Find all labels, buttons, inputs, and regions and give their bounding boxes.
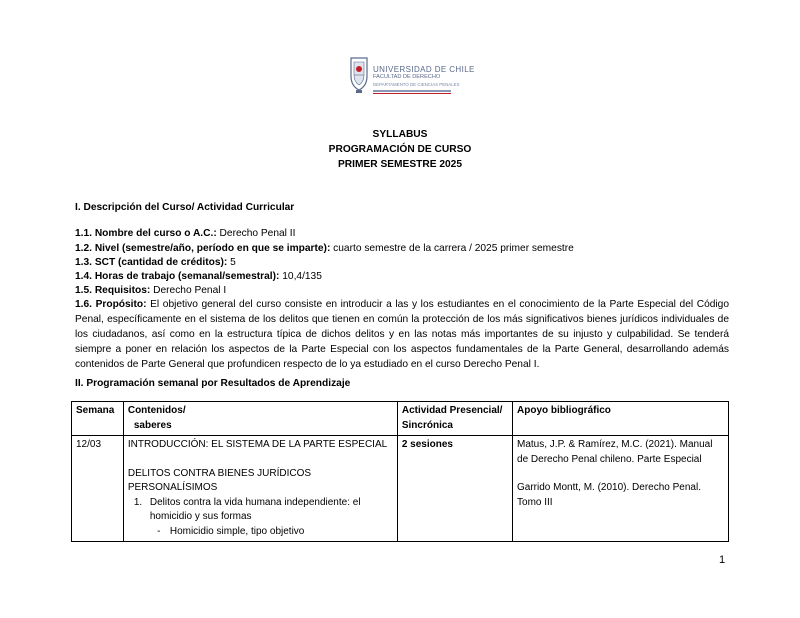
university-crest-icon	[349, 56, 369, 94]
table-header-row	[72, 402, 729, 436]
course-credits-label: 1.3. SCT (cantidad de créditos):	[75, 257, 228, 268]
course-credits-line	[75, 257, 236, 268]
logo-university-name: UNIVERSIDAD DE CHILE	[373, 65, 475, 74]
course-credits-value: 5	[227, 257, 236, 268]
course-name-line	[75, 228, 295, 239]
row-bibliography	[513, 436, 729, 542]
course-requirements-value: Derecho Penal I	[150, 285, 227, 296]
university-logo	[349, 56, 475, 98]
course-level-label: 1.2. Nivel (semestre/año, período en que se imparte):	[75, 243, 331, 254]
content-item-line-b: homicidio y sus formas	[149, 511, 252, 522]
biblio-2-line-a: Garrido Montt, M. (2010). Derecho Penal.	[517, 482, 701, 493]
course-hours-line	[75, 271, 322, 282]
row-content	[123, 436, 397, 542]
course-requirements-label: 1.5. Requisitos:	[75, 285, 151, 296]
course-name-value: Derecho Penal II	[216, 228, 296, 239]
content-item-number: 1.	[133, 496, 143, 508]
content-topic: DELITOS CONTRA BIENES JURÍDICOS PERSONALÍSIMOS	[127, 467, 312, 493]
biblio-1-line-a: Matus, J.P. & Ramírez, M.C. (2021). Manual	[517, 439, 713, 450]
course-requirements-line	[75, 285, 226, 296]
content-intro: INTRODUCCIÓN: EL SISTEMA DE LA PARTE ESPECIAL	[127, 439, 388, 450]
table-row	[72, 436, 729, 542]
section-1-title: I. Descripción del Curso/ Actividad Curricular	[75, 202, 295, 213]
logo-divider-red	[373, 93, 451, 95]
biblio-2-line-b: Tomo III	[517, 496, 553, 508]
logo-department-name: DEPARTAMENTO DE CIENCIAS PENALES	[373, 82, 460, 87]
page-number: 1	[719, 554, 726, 566]
content-subitem-text: Homicidio simple, tipo objetivo	[169, 525, 305, 537]
content-subitem-bullet: -	[157, 525, 161, 537]
document-title: SYLLABUS	[372, 129, 428, 140]
course-hours-label: 1.4. Horas de trabajo (semanal/semestral):	[75, 271, 280, 282]
content-item	[128, 496, 393, 525]
row-activity: 2 sesiones	[397, 436, 512, 542]
course-level-line	[75, 243, 574, 254]
weekly-program-table	[71, 401, 729, 542]
header-week: Semana	[72, 402, 124, 436]
header-content: Contenidos/ saberes	[123, 402, 397, 436]
biblio-1-line-b: de Derecho Penal chileno. Parte Especial	[517, 453, 702, 465]
header-activity: Actividad Presencial/ Sincrónica	[397, 402, 512, 436]
logo-faculty-name: FACULTAD DE DERECHO	[373, 73, 441, 80]
content-item-line-a: Delitos contra la vida humana independiente: el	[149, 496, 361, 508]
row-week: 12/03	[72, 436, 124, 542]
header-bibliography: Apoyo bibliográfico	[513, 402, 729, 436]
course-hours-value: 10,4/135	[279, 271, 322, 282]
course-name-label: 1.1. Nombre del curso o A.C.:	[75, 228, 217, 239]
logo-divider	[373, 90, 451, 92]
document-subtitle: PROGRAMACIÓN DE CURSO	[328, 144, 472, 155]
course-purpose	[75, 297, 729, 372]
course-purpose-text: El objetivo general del curso consiste en introducir a las y los estudiantes en el conocimiento de la Parte Especial del Código Penal, específicamente en el sistema de los delitos que tienen en común la protección de los más significativos bienes jurídicos individuales de los ciudadanos, así como en la estructura típica de dichos delitos y en las notas más importantes de su injusto y culpabilidad. Se tenderá siempre a poner en relación los aspectos de la Parte Especial con los aspectos fundamentales de la Parte General, desarrollando además contenidos de Parte General que profundicen respecto de lo ya estudiado en el curso Derecho Penal I.	[75, 299, 729, 370]
document-semester: PRIMER SEMESTRE 2025	[338, 159, 462, 170]
content-subitem	[128, 525, 393, 540]
course-purpose-label: 1.6. Propósito:	[75, 299, 147, 310]
section-2-title: II. Programación semanal por Resultados de Aprendizaje	[75, 378, 351, 389]
course-level-value: cuarto semestre de la carrera / 2025 primer semestre	[330, 243, 574, 254]
